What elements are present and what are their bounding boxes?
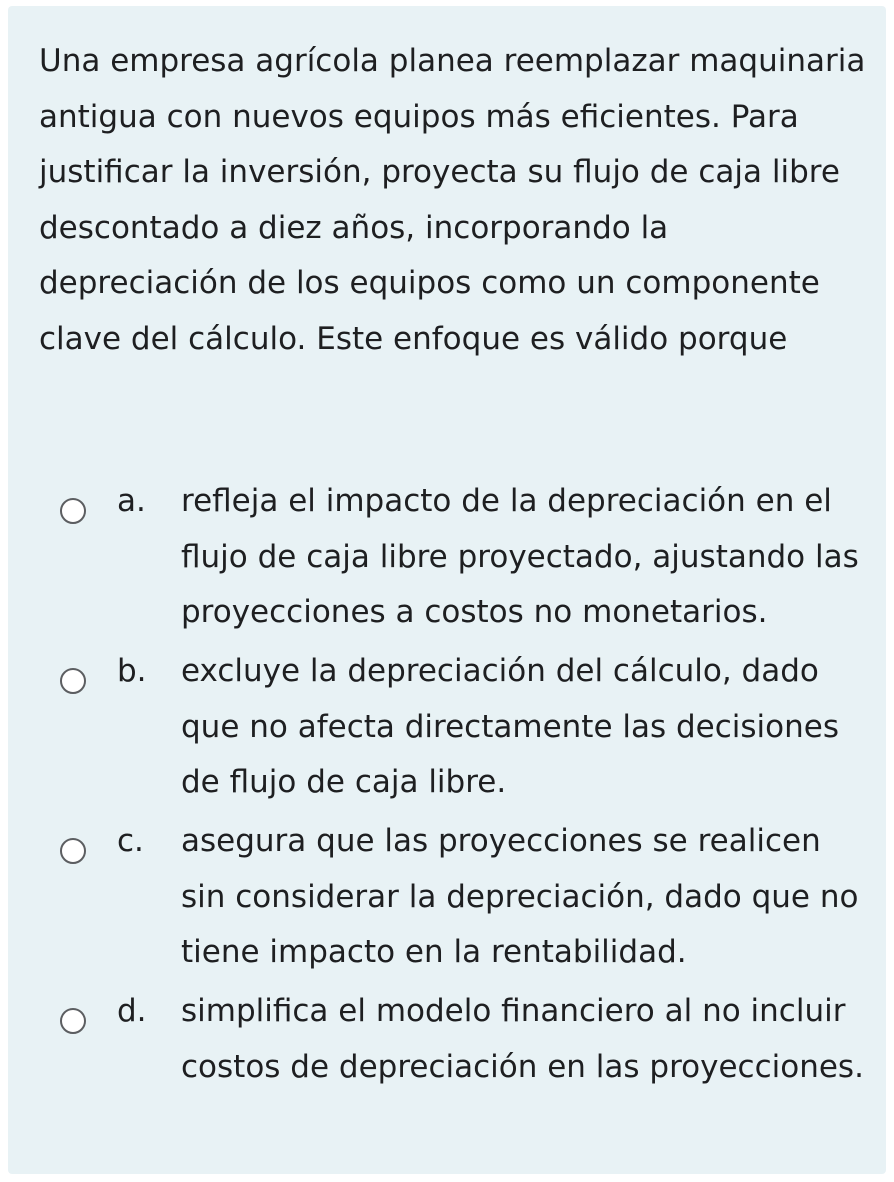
- question-card: [8, 6, 886, 1174]
- option-letter-b: b.: [117, 653, 147, 689]
- radio-button-d[interactable]: [60, 1008, 86, 1034]
- option-d[interactable]: [8, 984, 886, 1154]
- option-letter-d: d.: [117, 993, 147, 1029]
- option-c[interactable]: [8, 814, 886, 984]
- option-b[interactable]: [8, 644, 886, 814]
- option-letter-a: a.: [117, 483, 146, 519]
- option-a[interactable]: [8, 474, 886, 644]
- option-text-a: refleja el impacto de la depreciación en el flujo de caja libre proyectado, ajustando las proyecciones a costos no monetarios.: [181, 483, 859, 630]
- option-text-c: asegura que las proyecciones se realicen sin considerar la depreciación, dado que no tiene impacto en la rentabilidad.: [181, 823, 859, 970]
- radio-button-c[interactable]: [60, 838, 86, 864]
- option-text-b: excluye la depreciación del cálculo, dado que no afecta directamente las decisiones de flujo de caja libre.: [181, 653, 839, 800]
- question-text: Una empresa agrícola planea reemplazar maquinaria antigua con nuevos equipos más eficientes. Para justificar la inversión, proyecta su flujo de caja libre descontado a diez años, incorporando la depreciación de los equipos como un componente clave del cálculo. Este enfoque es válido porque: [39, 43, 866, 357]
- option-text-d: simplifica el modelo financiero al no incluir costos de depreciación en las proyecciones.: [181, 993, 864, 1085]
- radio-button-a[interactable]: [60, 498, 86, 524]
- option-letter-c: c.: [117, 823, 144, 859]
- radio-button-b[interactable]: [60, 668, 86, 694]
- answer-options: [8, 474, 886, 1154]
